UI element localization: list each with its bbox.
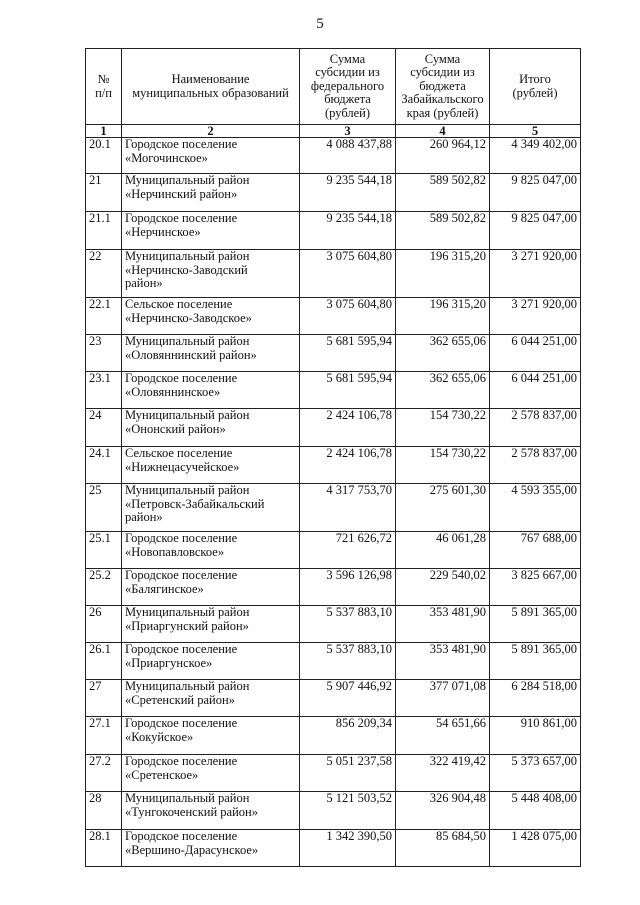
row-number: 21.1 xyxy=(86,212,122,250)
total-amount: 5 373 657,00 xyxy=(490,755,581,792)
federal-amount: 4 088 437,88 xyxy=(300,138,396,174)
regional-amount: 260 964,12 xyxy=(396,138,490,174)
total-amount: 4 593 355,00 xyxy=(490,484,581,532)
total-amount: 5 448 408,00 xyxy=(490,792,581,830)
federal-amount: 5 121 503,52 xyxy=(300,792,396,830)
row-number: 22.1 xyxy=(86,298,122,335)
row-number: 20.1 xyxy=(86,138,122,174)
municipality-name: Городское поселение «Вершино-Дарасунское» xyxy=(122,830,300,867)
column-number: 2 xyxy=(122,125,300,138)
row-number: 25.2 xyxy=(86,569,122,606)
table-row xyxy=(86,830,581,867)
regional-amount: 85 684,50 xyxy=(396,830,490,867)
federal-amount: 5 907 446,92 xyxy=(300,680,396,717)
row-number: 24 xyxy=(86,409,122,447)
municipality-name: Сельское поселение «Нерчинско-Заводское» xyxy=(122,298,300,335)
total-amount: 4 349 402,00 xyxy=(490,138,581,174)
regional-amount: 353 481,90 xyxy=(396,643,490,680)
municipality-name: Муниципальный район «Приаргунский район» xyxy=(122,606,300,643)
row-number: 26 xyxy=(86,606,122,643)
table-row xyxy=(86,409,581,447)
total-amount: 3 271 920,00 xyxy=(490,250,581,298)
total-amount: 5 891 365,00 xyxy=(490,643,581,680)
municipality-name: Муниципальный район «Сретенский район» xyxy=(122,680,300,717)
municipality-name: Городское поселение «Оловяннинское» xyxy=(122,372,300,409)
municipality-name: Городское поселение «Кокуйское» xyxy=(122,717,300,755)
total-amount: 9 825 047,00 xyxy=(490,174,581,212)
municipality-name: Городское поселение «Могочинское» xyxy=(122,138,300,174)
municipality-name: Муниципальный район «Оловяннинский район» xyxy=(122,335,300,372)
federal-amount: 5 681 595,94 xyxy=(300,335,396,372)
municipality-name: Муниципальный район «Ононский район» xyxy=(122,409,300,447)
regional-amount: 275 601,30 xyxy=(396,484,490,532)
federal-amount: 5 051 237,58 xyxy=(300,755,396,792)
regional-amount: 589 502,82 xyxy=(396,174,490,212)
federal-amount: 1 342 390,50 xyxy=(300,830,396,867)
total-amount: 767 688,00 xyxy=(490,532,581,569)
total-amount: 5 891 365,00 xyxy=(490,606,581,643)
federal-amount: 4 317 753,70 xyxy=(300,484,396,532)
regional-amount: 229 540,02 xyxy=(396,569,490,606)
row-number: 26.1 xyxy=(86,643,122,680)
total-amount: 3 825 667,00 xyxy=(490,569,581,606)
row-number: 25 xyxy=(86,484,122,532)
row-number: 23.1 xyxy=(86,372,122,409)
column-number: 5 xyxy=(490,125,581,138)
federal-amount: 3 075 604,80 xyxy=(300,298,396,335)
table-row xyxy=(86,484,581,532)
regional-amount: 589 502,82 xyxy=(396,212,490,250)
table-row xyxy=(86,792,581,830)
total-amount: 6 044 251,00 xyxy=(490,335,581,372)
total-amount: 910 861,00 xyxy=(490,717,581,755)
municipality-name: Городское поселение «Балягинское» xyxy=(122,569,300,606)
header-regional: Сумма субсидии из бюджета Забайкальского края (рублей) xyxy=(396,49,490,125)
federal-amount: 2 424 106,78 xyxy=(300,447,396,484)
regional-amount: 46 061,28 xyxy=(396,532,490,569)
table-row xyxy=(86,643,581,680)
row-number: 24.1 xyxy=(86,447,122,484)
municipality-name: Муниципальный район «Тунгокоченский район» xyxy=(122,792,300,830)
regional-amount: 377 071,08 xyxy=(396,680,490,717)
table-row xyxy=(86,372,581,409)
municipality-name: Муниципальный район «Нерчинский район» xyxy=(122,174,300,212)
header-total: Итого (рублей) xyxy=(490,49,581,125)
regional-amount: 196 315,20 xyxy=(396,250,490,298)
table-row xyxy=(86,680,581,717)
table-body xyxy=(86,138,581,867)
total-amount: 6 284 518,00 xyxy=(490,680,581,717)
federal-amount: 3 596 126,98 xyxy=(300,569,396,606)
municipality-name: Городское поселение «Сретенское» xyxy=(122,755,300,792)
municipality-name: Городское поселение «Нерчинское» xyxy=(122,212,300,250)
header-num: № п/п xyxy=(86,49,122,125)
row-number: 22 xyxy=(86,250,122,298)
row-number: 27.2 xyxy=(86,755,122,792)
table-row xyxy=(86,174,581,212)
total-amount: 3 271 920,00 xyxy=(490,298,581,335)
federal-amount: 3 075 604,80 xyxy=(300,250,396,298)
federal-amount: 5 537 883,10 xyxy=(300,606,396,643)
municipality-name: Муниципальный район «Нерчинско-Заводский район» xyxy=(122,250,300,298)
table-row xyxy=(86,335,581,372)
table-row xyxy=(86,212,581,250)
municipality-name: Сельское поселение «Нижнецасучейское» xyxy=(122,447,300,484)
header-federal: Сумма субсидии из федерального бюджета (рублей) xyxy=(300,49,396,125)
federal-amount: 856 209,34 xyxy=(300,717,396,755)
total-amount: 2 578 837,00 xyxy=(490,447,581,484)
table-row xyxy=(86,250,581,298)
table-row xyxy=(86,298,581,335)
table-row xyxy=(86,447,581,484)
regional-amount: 326 904,48 xyxy=(396,792,490,830)
subsidy-table xyxy=(85,48,581,867)
table-row xyxy=(86,138,581,174)
regional-amount: 322 419,42 xyxy=(396,755,490,792)
column-number-row xyxy=(86,125,581,138)
row-number: 27.1 xyxy=(86,717,122,755)
row-number: 25.1 xyxy=(86,532,122,569)
total-amount: 9 825 047,00 xyxy=(490,212,581,250)
regional-amount: 362 655,06 xyxy=(396,335,490,372)
page-number: 5 xyxy=(316,16,324,32)
regional-amount: 154 730,22 xyxy=(396,447,490,484)
table-row xyxy=(86,569,581,606)
table-row xyxy=(86,532,581,569)
table-row xyxy=(86,606,581,643)
federal-amount: 721 626,72 xyxy=(300,532,396,569)
federal-amount: 9 235 544,18 xyxy=(300,174,396,212)
row-number: 23 xyxy=(86,335,122,372)
regional-amount: 196 315,20 xyxy=(396,298,490,335)
federal-amount: 5 537 883,10 xyxy=(300,643,396,680)
federal-amount: 2 424 106,78 xyxy=(300,409,396,447)
regional-amount: 362 655,06 xyxy=(396,372,490,409)
row-number: 28.1 xyxy=(86,830,122,867)
column-number: 4 xyxy=(396,125,490,138)
total-amount: 2 578 837,00 xyxy=(490,409,581,447)
federal-amount: 9 235 544,18 xyxy=(300,212,396,250)
row-number: 21 xyxy=(86,174,122,212)
total-amount: 1 428 075,00 xyxy=(490,830,581,867)
regional-amount: 154 730,22 xyxy=(396,409,490,447)
column-number: 3 xyxy=(300,125,396,138)
regional-amount: 54 651,66 xyxy=(396,717,490,755)
column-number: 1 xyxy=(86,125,122,138)
municipality-name: Городское поселение «Приаргунское» xyxy=(122,643,300,680)
regional-amount: 353 481,90 xyxy=(396,606,490,643)
federal-amount: 5 681 595,94 xyxy=(300,372,396,409)
table-row xyxy=(86,755,581,792)
table-header-row xyxy=(86,49,581,125)
total-amount: 6 044 251,00 xyxy=(490,372,581,409)
municipality-name: Городское поселение «Новопавловское» xyxy=(122,532,300,569)
table-row xyxy=(86,717,581,755)
municipality-name: Муниципальный район «Петровск-Забайкальский район» xyxy=(122,484,300,532)
row-number: 27 xyxy=(86,680,122,717)
header-name: Наименование муниципальных образований xyxy=(122,49,300,125)
row-number: 28 xyxy=(86,792,122,830)
